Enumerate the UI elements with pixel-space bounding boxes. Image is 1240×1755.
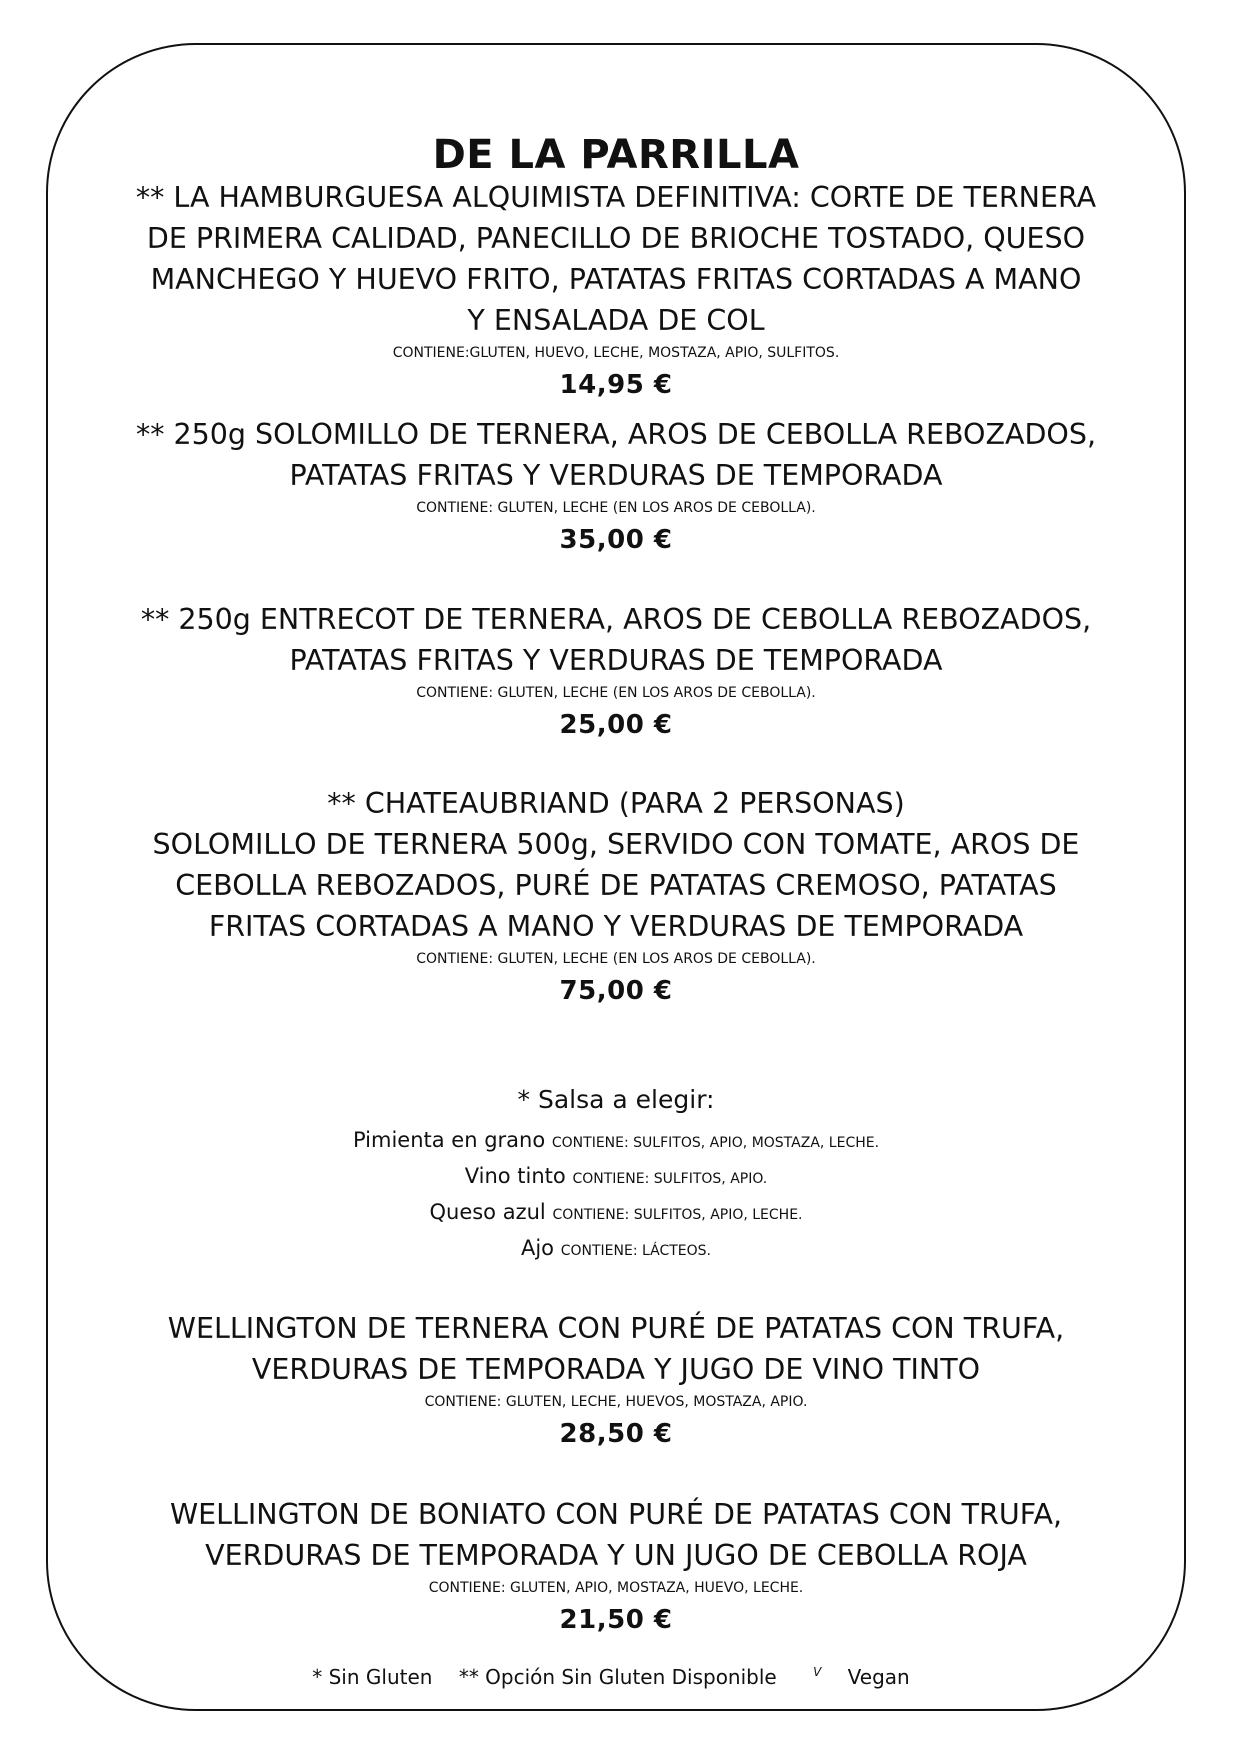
sauce-allergens: CONTIENE: LÁCTEOS. [560, 1243, 711, 1259]
sauce-name: Ajo [520, 1236, 555, 1260]
item-description: ** LA HAMBURGUESA ALQUIMISTA DEFINITIVA: CORTE DE TERNERA DE PRIMERA CALIDAD, PANECILLO DE BRIOCHE TOSTADO, QUESO MANCHEGO Y HUEVO FRITO, PATATAS FRITAS CORTADAS A MANO Y ENSALADA DE COL [135, 181, 1097, 337]
legend-gluten-free-option: ** Opción Sin Gluten Disponible [458, 1664, 777, 1689]
item-description: ** CHATEAUBRIAND (PARA 2 PERSONAS) SOLOMILLO DE TERNERA 500g, SERVIDO CON TOMATE, AROS DE CEBOLLA REBOZADOS, PURÉ DE PATATAS CREMOSO, PATATAS FRITAS CORTADAS A MANO Y VERDURAS DE TEMPORADA [152, 787, 1080, 943]
item-allergens: CONTIENE: GLUTEN, LECHE, HUEVOS, MOSTAZA, APIO. [424, 1394, 808, 1410]
sauce-title: * Salsa a elegir: [517, 1085, 715, 1114]
menu-item-chateaubriand [46, 783, 1186, 1009]
sauce-option [46, 1124, 1186, 1160]
item-description: ** 250g SOLOMILLO DE TERNERA, AROS DE CEBOLLA REBOZADOS, PATATAS FRITAS Y VERDURAS DE TEMPORADA [135, 418, 1097, 492]
sauce-allergens: CONTIENE: SULFITOS, APIO, MOSTAZA, LECHE. [551, 1135, 880, 1151]
item-price: 35,00 € [559, 525, 673, 555]
menu-item-hamburguesa [46, 177, 1186, 403]
sauce-options [46, 1082, 1186, 1268]
dietary-legend [46, 1658, 1186, 1691]
sauce-option [46, 1232, 1186, 1268]
item-price: 28,50 € [559, 1419, 673, 1449]
item-allergens: CONTIENE: GLUTEN, APIO, MOSTAZA, HUEVO, LECHE. [428, 1580, 804, 1596]
item-allergens: CONTIENE:GLUTEN, HUEVO, LECHE, MOSTAZA, APIO, SULFITOS. [392, 345, 840, 361]
sauce-allergens: CONTIENE: SULFITOS, APIO, LECHE. [552, 1207, 803, 1223]
legend-gluten-free: * Sin Gluten [312, 1664, 433, 1689]
item-allergens: CONTIENE: GLUTEN, LECHE (EN LOS AROS DE CEBOLLA). [416, 951, 816, 967]
item-price: 25,00 € [559, 710, 673, 740]
menu-title: DE LA PARRILLA [432, 132, 800, 178]
sauce-name: Vino tinto [464, 1164, 566, 1188]
sauce-option [46, 1160, 1186, 1196]
item-price: 75,00 € [559, 976, 673, 1006]
sauce-option [46, 1196, 1186, 1232]
menu-item-wellington-boniato [46, 1494, 1186, 1638]
menu-item-solomillo [46, 414, 1186, 558]
menu-item-entrecot [46, 599, 1186, 743]
sauce-name: Queso azul [429, 1200, 546, 1224]
menu-item-wellington-ternera [46, 1308, 1186, 1452]
item-price: 21,50 € [559, 1605, 673, 1635]
vegan-label: Vegan [847, 1664, 910, 1689]
sauce-allergens: CONTIENE: SULFITOS, APIO. [572, 1171, 768, 1187]
item-allergens: CONTIENE: GLUTEN, LECHE (EN LOS AROS DE CEBOLLA). [416, 500, 816, 516]
item-description: WELLINGTON DE BONIATO CON PURÉ DE PATATAS CON TRUFA, VERDURAS DE TEMPORADA Y UN JUGO DE CEBOLLA ROJA [169, 1498, 1063, 1572]
sauce-name: Pimienta en grano [352, 1128, 546, 1152]
legend-vegan [803, 1665, 920, 1689]
item-price: 14,95 € [559, 370, 673, 400]
item-description: WELLINGTON DE TERNERA CON PURÉ DE PATATAS CON TRUFA, VERDURAS DE TEMPORADA Y JUGO DE VINO TINTO [167, 1312, 1065, 1386]
vegan-mark: V [813, 1665, 822, 1679]
item-allergens: CONTIENE: GLUTEN, LECHE (EN LOS AROS DE CEBOLLA). [416, 685, 816, 701]
item-description: ** 250g ENTRECOT DE TERNERA, AROS DE CEBOLLA REBOZADOS, PATATAS FRITAS Y VERDURAS DE TEMPORADA [140, 603, 1092, 677]
